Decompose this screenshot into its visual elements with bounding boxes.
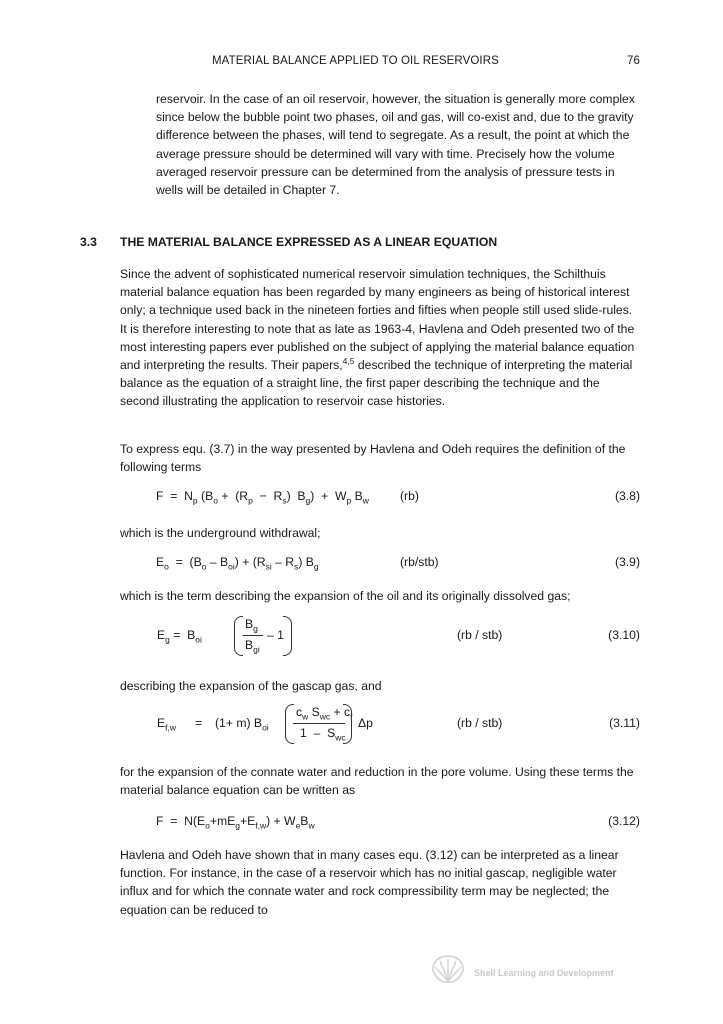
equation-3-9-unit: (rb/stb) xyxy=(400,555,439,569)
paragraph-1-text-a: Since the advent of sophisticated numerical reservoir simulation techniques, the Schilthuis material balance equation has been regarded by many engineers as being of historical interest only; a technique used back in the nineteen forties and fifties when people still used slide-rules. It is therefore interesting to note that as late as 1963-4, Havlena and Odeh presented two of the most interesting papers ever published on the subject of applying the material balance equation and interpreting the results. Their papers, xyxy=(120,267,635,373)
equation-3-12 xyxy=(150,814,640,836)
paragraph-6: for the expansion of the connate water and reduction in the pore volume. Using these terms the material balance equation can be written as xyxy=(120,765,634,798)
intro-paragraph: reservoir. In the case of an oil reservoir, however, the situation is generally more complex since below the bubble point two phases, oil and gas, will co-exist and, due to the gravity difference between the phases, will tend to segregate. As a result, the point at which the average pressure should be determined will vary with time. Precisely how the volume averaged reservoir pressure can be determined from the analysis of pressure tests in wells will be detailed in Chapter 7. xyxy=(156,92,635,198)
equation-3-11-unit: (rb / stb) xyxy=(457,716,503,730)
equation-3-10-minus-one: – 1 xyxy=(267,628,284,642)
paragraph-5: describing the expansion of the gascap gas, and xyxy=(120,679,382,693)
equation-3-11-denominator: $1 - S_{wc}$ xyxy=(300,726,346,743)
equation-3-8 xyxy=(150,489,640,511)
left-paren xyxy=(234,616,243,656)
equation-3-10-number: (3.10) xyxy=(608,628,640,642)
equation-3-10-denominator: $B_{gi}$ xyxy=(245,638,260,655)
section-title: THE MATERIAL BALANCE EXPRESSED AS A LINEAR EQUATION xyxy=(120,235,498,249)
shell-pecten-icon xyxy=(430,954,466,984)
equation-3-8-number: (3.8) xyxy=(614,489,640,503)
equation-3-10-numerator: $B_g$ xyxy=(245,617,258,634)
paragraph-4: which is the term describing the expansion of the oil and its originally dissolved gas; xyxy=(120,589,571,603)
equation-3-11-lhs: $E_{f,w}$ xyxy=(157,716,177,733)
header-title: MATERIAL BALANCE APPLIED TO OIL RESERVOIRS xyxy=(212,55,499,67)
reference-superscript: 4,5 xyxy=(342,355,355,366)
equation-3-11 xyxy=(150,704,640,748)
section-number: 3.3 xyxy=(80,235,97,249)
page-number: 76 xyxy=(627,55,640,67)
equation-3-9-number: (3.9) xyxy=(614,555,640,569)
equation-3-11-delta-p: Δp xyxy=(358,716,373,730)
fraction-bar xyxy=(293,723,345,724)
paragraph-1-text-b: described the technique of interpreting the material balance as the equation of a straight line, the first paper describing the technique and the second illustrating the application to reservoir case histories. xyxy=(120,358,633,409)
equation-3-10-lhs: $E_g = B_{oi}$ xyxy=(157,628,202,645)
paragraph-3: which is the underground withdrawal; xyxy=(120,526,321,540)
page-header xyxy=(120,55,640,71)
equation-3-11-factor: (1+ m) $B_{oi}$ xyxy=(215,716,269,733)
equation-3-11-numerator: $c_w$ $S_{wc} + c_f$ xyxy=(296,705,353,722)
fraction-bar xyxy=(243,635,263,636)
paragraph-2: To express equ. (3.7) in the way presented by Havlena and Odeh requires the definition of the following terms xyxy=(120,442,626,475)
equation-3-8-formula: $F = N_p$ $(B_o + (R_p - R_s) B_g) + W_p$ $B_w$ xyxy=(156,489,369,506)
paragraph-7: Havlena and Odeh have shown that in many cases equ. (3.12) can be interpreted as a linear function. For instance, in the case of a reservoir which has no initial gascap, negligible water influx and for which the connate water and rock compressibility term may be neglected; the equation can be reduced to xyxy=(120,848,619,917)
paragraph-1 xyxy=(120,265,640,411)
right-paren xyxy=(283,616,292,656)
equation-3-12-formula: $F = N(E_o+mE_g+E_{f,w}) + W_eB_w$ xyxy=(156,814,315,831)
equation-3-11-equals: = xyxy=(195,716,203,730)
equation-3-10-unit: (rb / stb) xyxy=(457,628,503,642)
equation-3-9-formula: $E_o = (B_o - B_{oi}) + (R_{si} - R_s)$ $B_g$ xyxy=(156,555,319,572)
left-paren xyxy=(285,704,294,744)
equation-3-12-number: (3.12) xyxy=(608,814,640,828)
right-paren xyxy=(343,704,352,744)
equation-3-11-number: (3.11) xyxy=(609,716,640,730)
equation-3-10 xyxy=(150,616,640,660)
footer-brand: Shell Learning and Development xyxy=(474,968,614,978)
equation-3-9 xyxy=(150,555,640,577)
equation-3-8-unit: (rb) xyxy=(400,489,419,503)
